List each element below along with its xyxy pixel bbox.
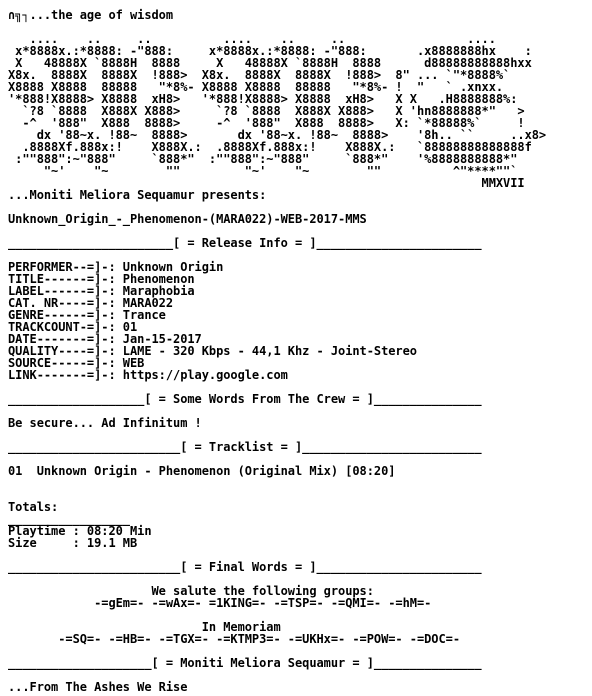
nfo-line: ...From The Ashes We Rise bbox=[8, 680, 188, 694]
nfo-line: LINK-------=]-: https://play.google.com bbox=[8, 368, 288, 382]
nfo-document bbox=[8, 9, 546, 693]
nfo-line: ___________________[ = Some Words From The Crew = ]_______________ bbox=[8, 392, 482, 406]
nfo-line: ∩╗┐...the age of wisdom bbox=[8, 8, 174, 22]
nfo-line: -=SQ=- -=HB=- -=TGX=- -=KTMP3=- -=UKHx=- -=POW=- -=DOC=- bbox=[8, 632, 461, 646]
nfo-line: ____________________[ = Moniti Meliora Sequamur = ]_______________ bbox=[8, 656, 482, 670]
nfo-line: 01 Unknown Origin - Phenomenon (Original Mix) [08:20] bbox=[8, 464, 396, 478]
nfo-line: '*888!X8888> X8888 xH8> '*888!X8888> X8888 xH8> X X .H8888888%: bbox=[8, 92, 518, 106]
nfo-line: dx '88~x. !88~ 8888> dx '88~x. !88~ 8888> '8h.. `` ..x8> bbox=[8, 128, 547, 142]
nfo-line: .8888Xf.888x:! X888X.: .8888Xf.888x:! X888X.: `88888888888888f bbox=[8, 140, 532, 154]
nfo-line: GENRE------=]-: Trance bbox=[8, 308, 166, 322]
nfo-line: In Memoriam bbox=[8, 620, 281, 634]
nfo-line: MMXVII bbox=[8, 176, 525, 190]
nfo-line: TITLE------=]-: Phenomenon bbox=[8, 272, 195, 286]
nfo-line: _______________________[ = Release Info = ]_______________________ bbox=[8, 236, 482, 250]
nfo-line: Be secure... Ad Infinitum ! bbox=[8, 416, 202, 430]
nfo-line: ________________________[ = Final Words = ]_______________________ bbox=[8, 560, 482, 574]
nfo-line: We salute the following groups: bbox=[8, 584, 374, 598]
nfo-line: SOURCE-----=]-: WEB bbox=[8, 356, 145, 370]
nfo-line: PERFORMER--=]-: Unknown Origin bbox=[8, 260, 224, 274]
nfo-line: ________________________[ = Tracklist = ]_________________________ bbox=[8, 440, 482, 454]
nfo-line: -=gEm=- -=wAx=- =1KING=- -=TSP=- -=QMI=- -=hM=- bbox=[8, 596, 432, 610]
nfo-line bbox=[8, 489, 546, 501]
nfo-line: "~' "~ "" "~' "~ "" ^"****""` bbox=[8, 164, 518, 178]
nfo-line: X8888 X8888 88888 "*8%- X8888 X8888 88888 "*8%- ! " ` .xnxx. bbox=[8, 80, 504, 94]
nfo-line: Size : 19.1 MB bbox=[8, 536, 138, 550]
nfo-line: X 48888X `8888H 8888 X 48888X `8888H 8888 d88888888888hxx bbox=[8, 56, 532, 70]
nfo-line: _________________ bbox=[8, 512, 130, 526]
nfo-line: -^ '888" X888 8888> -^ '888" X888 8888> X: `*88888%` ! bbox=[8, 116, 525, 130]
nfo-line: .... .. .. .... .. .. .... bbox=[8, 32, 496, 46]
nfo-line: `?8 `8888 X888X X888> `?8 `8888 X888X X888> X 'hn8888888*" > bbox=[8, 104, 525, 118]
nfo-line: Totals: bbox=[8, 500, 59, 514]
nfo-line: DATE-------=]-: Jan-15-2017 bbox=[8, 332, 202, 346]
nfo-line: LABEL------=]-: Maraphobia bbox=[8, 284, 195, 298]
nfo-line: QUALITY----=]-: LAME - 320 Kbps - 44,1 Khz - Joint-Stereo bbox=[8, 344, 417, 358]
nfo-line: Playtime : 08:20 Min bbox=[8, 524, 152, 538]
nfo-line: Unknown_Origin_-_Phenomenon-(MARA022)-WEB-2017-MMS bbox=[8, 212, 367, 226]
nfo-line: ...Moniti Meliora Sequamur presents: bbox=[8, 188, 267, 202]
nfo-line: x*8888x.:*8888: -"888: x*8888x.:*8888: -"888: .x8888888hx : bbox=[8, 44, 532, 58]
nfo-line: TRACKCOUNT-=]-: 01 bbox=[8, 320, 138, 334]
nfo-line bbox=[8, 477, 546, 489]
nfo-line: CAT. NR----=]-: MARA022 bbox=[8, 296, 174, 310]
nfo-line: X8x. 8888X 8888X !888> X8x. 8888X 8888X !888> 8" ... `"*8888%` bbox=[8, 68, 511, 82]
nfo-line: :""888":~"888" `888*" :""888":~"888" `888*" '%8888888888*" bbox=[8, 152, 518, 166]
